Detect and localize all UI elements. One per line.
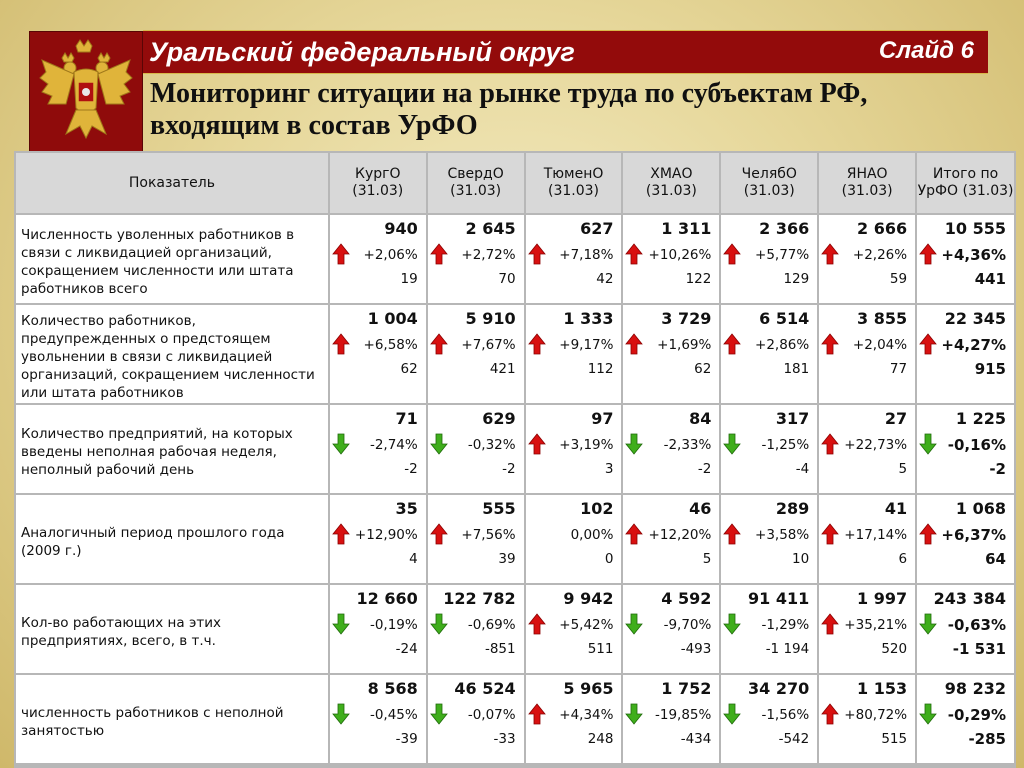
cell-value: 3 729 — [661, 309, 712, 328]
cell-value: 71 — [395, 409, 418, 428]
cell-value: 940 — [384, 219, 418, 238]
cell-change — [917, 333, 1014, 357]
row-label: Количество предприятий, на которых введены неполная рабочая неделя, неполный рабочий день — [16, 405, 328, 493]
cell-diff: 62 — [400, 361, 418, 377]
data-cell — [330, 215, 426, 303]
column-header-khmao: ХМАО (31.03) — [623, 153, 719, 213]
cell-change-text: +17,14% — [844, 527, 908, 543]
cell-diff: 6 — [898, 551, 908, 567]
cell-value: 97 — [591, 409, 614, 428]
cell-value: 2 645 — [465, 219, 516, 238]
arrow-down-icon — [723, 613, 741, 643]
data-cell — [819, 215, 915, 303]
arrow-up-icon — [528, 333, 546, 363]
arrow-down-icon — [723, 703, 741, 733]
arrow-up-icon — [723, 243, 741, 273]
row-label: Кол-во работающих на этих предприятиях, всего, в т.ч. — [16, 585, 328, 673]
data-cell — [428, 305, 524, 403]
cell-value: 2 366 — [759, 219, 810, 238]
data-cell — [917, 305, 1014, 403]
arrow-down-icon — [430, 613, 448, 643]
cell-change-text: +2,72% — [461, 247, 516, 263]
cell-value: 98 232 — [944, 679, 1006, 698]
cell-diff: -285 — [968, 730, 1006, 748]
data-cell — [526, 585, 622, 673]
cell-diff: -39 — [395, 731, 418, 747]
cell-value: 102 — [580, 499, 614, 518]
labor-market-table — [14, 151, 1016, 768]
data-cell — [917, 495, 1014, 583]
cell-change-text: +3,58% — [755, 527, 810, 543]
cell-change-text: +80,72% — [844, 707, 908, 723]
arrow-down-icon — [919, 433, 937, 462]
cell-change-text: +10,26% — [648, 247, 712, 263]
cell-diff: 3 — [604, 461, 614, 477]
arrow-down-icon — [625, 433, 643, 463]
column-header-yanao: ЯНАО (31.03) — [819, 153, 915, 213]
data-cell — [428, 585, 524, 673]
cell-change — [721, 433, 817, 457]
column-header-total: Итого по УрФО (31.03) — [917, 153, 1014, 213]
coat-of-arms-emblem — [29, 31, 143, 153]
cell-change-text: +4,27% — [941, 336, 1006, 354]
cell-change-text: +1,69% — [657, 337, 712, 353]
data-cell — [917, 405, 1014, 493]
cell-diff: -851 — [484, 641, 516, 657]
cell-change — [623, 333, 719, 357]
cell-diff: 520 — [881, 641, 908, 657]
table-header-row — [16, 153, 1014, 213]
cell-diff: -1 194 — [765, 641, 810, 657]
cell-diff: -434 — [680, 731, 712, 747]
cell-diff: 62 — [694, 361, 712, 377]
cell-change-text: -2,33% — [663, 437, 712, 453]
arrow-down-icon — [919, 613, 937, 642]
arrow-up-icon — [919, 243, 937, 272]
cell-value: 27 — [884, 409, 908, 428]
slide-number: Слайд 6 — [878, 37, 974, 64]
cell-change — [623, 243, 719, 267]
cell-value: 122 782 — [443, 589, 516, 608]
cell-diff: 112 — [587, 361, 614, 377]
cell-diff: -33 — [493, 731, 516, 747]
arrow-up-icon — [821, 523, 839, 553]
cell-change-text: +22,73% — [844, 437, 908, 453]
table-row — [16, 405, 1014, 493]
cell-change — [526, 613, 622, 637]
cell-change — [917, 703, 1014, 727]
data-cell — [330, 405, 426, 493]
column-header-indicator: Показатель — [16, 153, 328, 213]
cell-value: 46 524 — [454, 679, 516, 698]
arrow-down-icon — [430, 703, 448, 733]
cell-diff: 0 — [604, 551, 614, 567]
cell-diff: -4 — [795, 461, 810, 477]
cell-change-text: -0,45% — [369, 707, 418, 723]
cell-change — [428, 433, 524, 457]
cell-change-text: +2,86% — [755, 337, 810, 353]
cell-value: 1 997 — [856, 589, 908, 608]
data-cell — [526, 495, 622, 583]
cell-value: 34 270 — [747, 679, 810, 698]
cell-value: 2 666 — [856, 219, 908, 238]
arrow-up-icon — [625, 523, 643, 553]
cell-change-text: -0,07% — [467, 707, 516, 723]
cell-value: 289 — [775, 499, 810, 518]
cell-change-text: +5,77% — [755, 247, 810, 263]
arrow-up-icon — [332, 333, 350, 363]
cell-change — [721, 523, 817, 547]
cell-diff: 248 — [587, 731, 614, 747]
cell-diff: 511 — [587, 641, 614, 657]
cell-change-text: +35,21% — [844, 617, 908, 633]
arrow-down-icon — [332, 433, 350, 463]
cell-value: 243 384 — [933, 589, 1006, 608]
cell-change-text: -0,29% — [947, 706, 1006, 724]
cell-change — [721, 243, 817, 267]
table-row — [16, 495, 1014, 583]
data-cell — [330, 585, 426, 673]
cell-change — [330, 333, 426, 357]
cell-diff: 59 — [889, 271, 908, 287]
cell-change-text: -2,74% — [369, 437, 418, 453]
cell-value: 1 153 — [856, 679, 908, 698]
arrow-up-icon — [723, 333, 741, 363]
data-cell — [526, 215, 622, 303]
arrow-down-icon — [625, 703, 643, 733]
cell-diff: 181 — [783, 361, 810, 377]
row-label: Количество работников, предупрежденных о предстоящем увольнении в связи с ликвидацией организаций, сокращением численности или штата работников — [16, 305, 328, 403]
table-row — [16, 305, 1014, 403]
cell-change — [819, 243, 915, 267]
cell-value: 629 — [482, 409, 516, 428]
cell-change — [917, 613, 1014, 637]
data-cell — [526, 305, 622, 403]
arrow-up-icon — [528, 613, 546, 643]
data-cell — [428, 405, 524, 493]
data-cell — [819, 675, 915, 763]
cell-value: 12 660 — [356, 589, 418, 608]
cell-change — [526, 243, 622, 267]
cell-diff: 421 — [489, 361, 516, 377]
cell-diff: -24 — [395, 641, 418, 657]
arrow-up-icon — [430, 333, 448, 363]
arrow-up-icon — [528, 243, 546, 273]
arrow-up-icon — [821, 433, 839, 463]
cell-diff: 515 — [881, 731, 908, 747]
cell-change — [526, 523, 622, 547]
cell-change-text: +7,56% — [461, 527, 516, 543]
cell-change — [623, 523, 719, 547]
cell-diff: -2 — [989, 460, 1006, 478]
arrow-up-icon — [919, 333, 937, 362]
cell-value: 4 592 — [661, 589, 712, 608]
cell-value: 91 411 — [747, 589, 810, 608]
cell-diff: -1 531 — [952, 640, 1006, 658]
cell-value: 84 — [689, 409, 712, 428]
cell-change-text: +7,67% — [461, 337, 516, 353]
arrow-down-icon — [723, 433, 741, 463]
cell-change-text: +2,06% — [363, 247, 418, 263]
cell-change — [428, 523, 524, 547]
arrow-up-icon — [821, 333, 839, 363]
cell-diff: 5 — [898, 461, 908, 477]
cell-change-text: +7,18% — [559, 247, 614, 263]
arrow-up-icon — [821, 613, 839, 643]
data-cell — [721, 305, 817, 403]
data-cell — [721, 405, 817, 493]
cell-value: 1 752 — [661, 679, 712, 698]
data-cell — [623, 495, 719, 583]
cell-change — [917, 433, 1014, 457]
cell-value: 10 555 — [944, 219, 1006, 238]
cell-value: 1 068 — [955, 499, 1006, 518]
data-cell — [721, 215, 817, 303]
arrow-up-icon — [625, 333, 643, 363]
cell-change — [526, 703, 622, 727]
cell-change-text: -0,32% — [467, 437, 516, 453]
cell-change — [623, 703, 719, 727]
cell-value: 1 333 — [563, 309, 614, 328]
cell-change — [819, 613, 915, 637]
cell-change-text: +4,34% — [559, 707, 614, 723]
cell-change-text: -0,19% — [369, 617, 418, 633]
row-label: Численность уволенных работников в связи с ликвидацией организаций, сокращением численности или штата работников всего — [16, 215, 328, 303]
cell-change — [526, 433, 622, 457]
cell-diff: 5 — [702, 551, 712, 567]
cell-change — [917, 243, 1014, 267]
cell-diff: -2 — [502, 461, 516, 477]
table-row — [16, 675, 1014, 763]
arrow-down-icon — [919, 703, 937, 732]
cell-value: 22 345 — [944, 309, 1006, 328]
cell-value: 3 855 — [856, 309, 908, 328]
cell-change — [819, 333, 915, 357]
cell-change — [428, 333, 524, 357]
data-cell — [623, 675, 719, 763]
cell-change-text: -0,63% — [947, 616, 1006, 634]
cell-change — [526, 333, 622, 357]
data-cell — [330, 305, 426, 403]
cell-diff: 70 — [498, 271, 516, 287]
arrow-up-icon — [919, 523, 937, 552]
cell-diff: 64 — [985, 550, 1006, 568]
arrow-up-icon — [723, 523, 741, 553]
cell-diff: -493 — [680, 641, 712, 657]
cell-change-text: -19,85% — [654, 707, 712, 723]
cell-change-text: +2,26% — [852, 247, 908, 263]
cell-change-text: +6,37% — [941, 526, 1006, 544]
arrow-up-icon — [821, 703, 839, 733]
cell-change — [330, 703, 426, 727]
arrow-down-icon — [332, 703, 350, 733]
cell-change-text: 0,00% — [570, 527, 614, 543]
table-row — [16, 215, 1014, 303]
cell-change — [330, 613, 426, 637]
cell-change-text: +4,36% — [941, 246, 1006, 264]
cell-change — [623, 433, 719, 457]
double-headed-eagle-icon — [36, 38, 136, 146]
cell-diff: -542 — [778, 731, 810, 747]
arrow-up-icon — [528, 703, 546, 733]
cell-change — [721, 613, 817, 637]
arrow-down-icon — [430, 433, 448, 463]
cell-diff: 122 — [685, 271, 712, 287]
cell-change — [428, 243, 524, 267]
cell-value: 317 — [775, 409, 810, 428]
cell-value: 46 — [689, 499, 712, 518]
cell-change — [721, 333, 817, 357]
cell-change — [330, 243, 426, 267]
cell-change-text: -0,69% — [467, 617, 516, 633]
data-cell — [819, 305, 915, 403]
cell-change-text: +6,58% — [363, 337, 418, 353]
arrow-up-icon — [430, 243, 448, 273]
cell-diff: 42 — [596, 271, 614, 287]
cell-change-text: +3,19% — [559, 437, 614, 453]
cell-value: 1 004 — [367, 309, 418, 328]
cell-diff: 77 — [889, 361, 908, 377]
data-cell — [721, 495, 817, 583]
cell-change — [721, 703, 817, 727]
data-cell — [330, 495, 426, 583]
data-cell — [721, 675, 817, 763]
cell-change-text: -0,16% — [947, 436, 1006, 454]
cell-value: 6 514 — [759, 309, 810, 328]
table-row — [16, 585, 1014, 673]
data-cell — [330, 675, 426, 763]
cell-change — [819, 523, 915, 547]
cell-change-text: +2,04% — [852, 337, 908, 353]
arrow-down-icon — [332, 613, 350, 643]
cell-change — [917, 523, 1014, 547]
cell-change-text: +9,17% — [559, 337, 614, 353]
data-cell — [819, 585, 915, 673]
arrow-up-icon — [332, 523, 350, 553]
cell-change-text: -1,25% — [761, 437, 810, 453]
column-header-tyumen: ТюменО (31.03) — [526, 153, 622, 213]
data-cell — [819, 405, 915, 493]
row-label: Аналогичный период прошлого года (2009 г.) — [16, 495, 328, 583]
arrow-up-icon — [821, 243, 839, 273]
data-cell — [819, 495, 915, 583]
cell-diff: 915 — [974, 360, 1006, 378]
data-cell — [623, 305, 719, 403]
region-title: Уральский федеральный округ — [149, 37, 575, 67]
data-cell — [721, 585, 817, 673]
data-cell — [428, 675, 524, 763]
cell-change — [819, 703, 915, 727]
cell-value: 5 965 — [563, 679, 614, 698]
column-header-chelyabinsk: ЧелябО (31.03) — [721, 153, 817, 213]
cell-change-text: +5,42% — [559, 617, 614, 633]
arrow-down-icon — [625, 613, 643, 643]
cell-value: 9 942 — [563, 589, 614, 608]
cell-diff: 129 — [783, 271, 810, 287]
data-cell — [428, 495, 524, 583]
cell-value: 41 — [884, 499, 908, 518]
cell-change-text: -1,56% — [761, 707, 810, 723]
cell-value: 5 910 — [465, 309, 516, 328]
cell-value: 1 225 — [955, 409, 1006, 428]
cell-change-text: +12,90% — [354, 527, 418, 543]
data-cell — [917, 215, 1014, 303]
cell-change — [819, 433, 915, 457]
cell-diff: -2 — [404, 461, 418, 477]
cell-diff: 4 — [409, 551, 418, 567]
cell-change — [428, 613, 524, 637]
cell-change — [330, 523, 426, 547]
page-subtitle: Мониторинг ситуации на рынке труда по субъектам РФ, входящим в состав УрФО — [150, 78, 868, 141]
data-cell — [526, 675, 622, 763]
cell-change — [330, 433, 426, 457]
cell-change-text: -1,29% — [761, 617, 810, 633]
data-cell — [623, 585, 719, 673]
arrow-up-icon — [332, 243, 350, 273]
cell-diff: 19 — [400, 271, 418, 287]
cell-diff: 39 — [498, 551, 516, 567]
arrow-up-icon — [625, 243, 643, 273]
cell-change — [623, 613, 719, 637]
cell-value: 555 — [482, 499, 516, 518]
cell-value: 35 — [395, 499, 418, 518]
column-header-kurgan: КургО (31.03) — [330, 153, 426, 213]
data-cell — [526, 405, 622, 493]
row-label: численность работников с неполной занятостью — [16, 675, 328, 763]
data-cell — [428, 215, 524, 303]
data-cell — [623, 405, 719, 493]
cell-value: 1 311 — [661, 219, 712, 238]
cell-change-text: +12,20% — [648, 527, 712, 543]
cell-change — [428, 703, 524, 727]
title-banner — [143, 30, 988, 74]
cell-value: 627 — [580, 219, 614, 238]
cell-value: 8 568 — [367, 679, 418, 698]
cell-change-text: -9,70% — [663, 617, 712, 633]
data-cell — [623, 215, 719, 303]
cell-diff: -2 — [697, 461, 712, 477]
data-cell — [917, 585, 1014, 673]
arrow-up-icon — [430, 523, 448, 553]
arrow-up-icon — [528, 433, 546, 463]
data-cell — [917, 675, 1014, 763]
cell-diff: 10 — [792, 551, 810, 567]
cell-diff: 441 — [974, 270, 1006, 288]
column-header-sverdlovsk: СвердО (31.03) — [428, 153, 524, 213]
